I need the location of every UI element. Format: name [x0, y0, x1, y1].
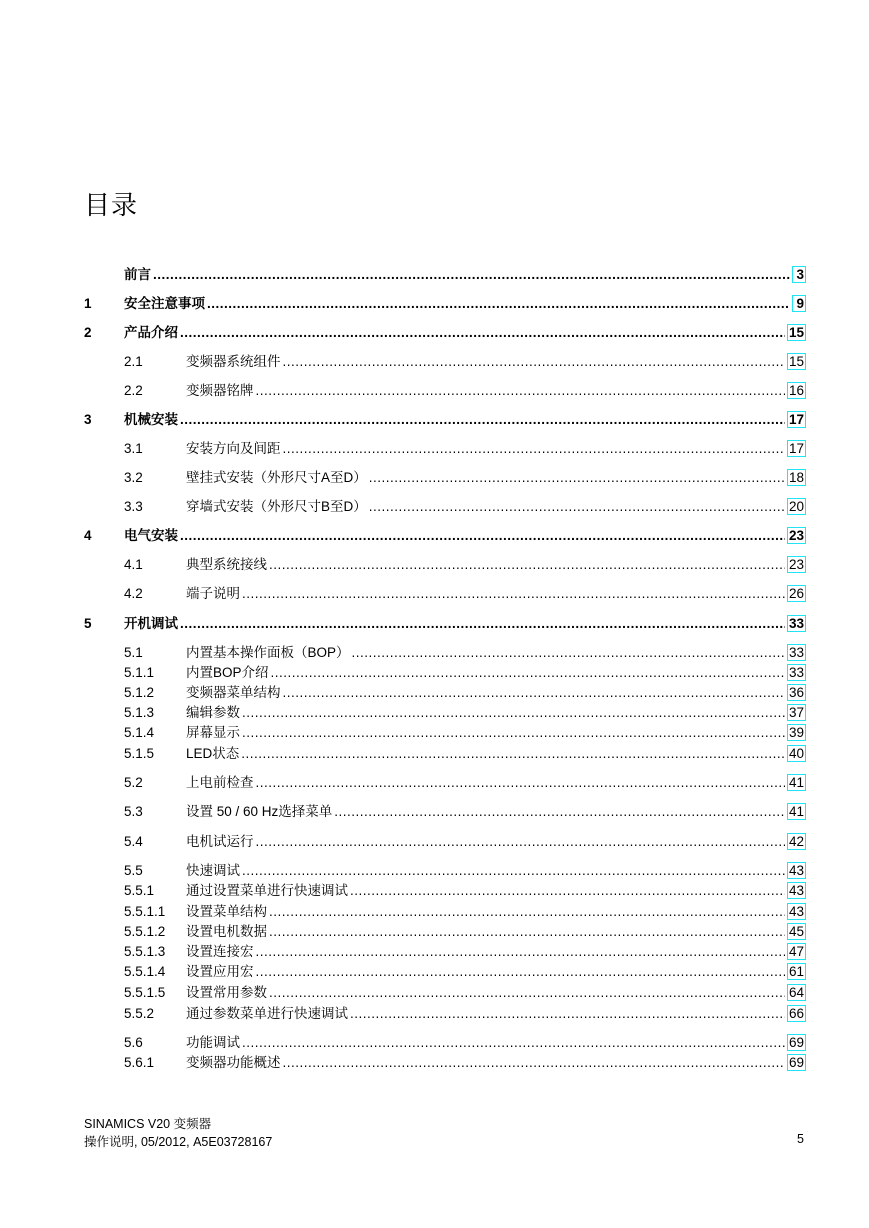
- toc-dot-leader: [283, 685, 785, 701]
- toc-entry-title: 设置 50 / 60 Hz选择菜单: [186, 804, 333, 819]
- toc-page-link[interactable]: 45: [788, 924, 804, 939]
- toc-entry-title: 典型系统接线: [186, 557, 267, 572]
- toc-entry-number: 5.1.4: [124, 725, 155, 740]
- toc-entry-title: 内置基本操作面板（BOP）: [186, 645, 350, 660]
- toc-dot-leader: [269, 557, 785, 573]
- toc-page-link[interactable]: 23: [788, 528, 804, 543]
- footer-product: SINAMICS V20 变频器: [84, 1117, 212, 1131]
- toc-entry-number: 5.2: [124, 775, 143, 790]
- toc-entry-number: 2.1: [124, 354, 143, 369]
- toc-section-entry[interactable]: [84, 379, 806, 399]
- toc-entry-number: 5.5: [124, 863, 143, 878]
- toc-entry-title: 编辑参数: [186, 705, 240, 720]
- toc-section-entry[interactable]: [84, 582, 806, 602]
- toc-section-entry[interactable]: [84, 879, 806, 899]
- toc-section-entry[interactable]: [84, 661, 806, 681]
- toc-dot-leader: [283, 441, 785, 457]
- toc-dot-leader: [153, 267, 790, 283]
- toc-page-link[interactable]: 43: [788, 863, 804, 878]
- toc-entry-number: 5.6: [124, 1035, 143, 1050]
- toc-dot-leader: [369, 499, 785, 515]
- toc-dot-leader: [256, 775, 785, 791]
- toc-page-link[interactable]: 43: [788, 904, 804, 919]
- toc-entry-title: 壁挂式安装（外形尺寸A至D）: [186, 470, 367, 485]
- toc-section-entry[interactable]: [84, 350, 806, 370]
- toc-entry-number: 5.5.2: [124, 1006, 155, 1021]
- toc-entry-number: 2: [84, 325, 92, 340]
- toc-dot-leader: [352, 645, 785, 661]
- toc-dot-leader: [369, 470, 785, 486]
- toc-page-link[interactable]: 69: [788, 1055, 804, 1070]
- toc-section-entry[interactable]: [84, 495, 806, 515]
- toc-dot-leader: [256, 834, 785, 850]
- toc-dot-leader: [180, 412, 785, 428]
- toc-chapter-entry[interactable]: [84, 292, 806, 312]
- toc-section-entry[interactable]: [84, 800, 806, 820]
- toc-entry-number: 1: [84, 296, 92, 311]
- toc-entry-number: 5.1.5: [124, 746, 155, 761]
- toc-dot-leader: [242, 725, 785, 741]
- toc-page-link[interactable]: 33: [788, 616, 804, 631]
- toc-page-link[interactable]: 43: [788, 883, 804, 898]
- toc-entry-number: 5.1.3: [124, 705, 155, 720]
- toc-dot-leader: [283, 1055, 785, 1071]
- toc-entry-title: 安装方向及间距: [186, 441, 281, 456]
- toc-entry-title: 设置菜单结构: [186, 904, 267, 919]
- toc-section-entry[interactable]: [84, 553, 806, 573]
- toc-section-entry[interactable]: [84, 701, 806, 721]
- toc-entry-title: 屏幕显示: [186, 725, 240, 740]
- toc-entry-title: 设置应用宏: [186, 964, 254, 979]
- toc-entry-title: 产品介绍: [124, 325, 178, 340]
- toc-chapter-entry[interactable]: [84, 612, 806, 632]
- toc-entry-number: 4: [84, 528, 92, 543]
- toc-entry-title: 上电前检查: [186, 775, 254, 790]
- toc-dot-leader: [350, 1006, 785, 1022]
- toc-section-entry[interactable]: [84, 437, 806, 457]
- toc-entry-title: 开机调试: [124, 616, 178, 631]
- toc-entry-number: 3.1: [124, 441, 143, 456]
- toc-section-entry[interactable]: [84, 771, 806, 791]
- toc-section-entry[interactable]: [84, 900, 806, 920]
- footer-page-number: 5: [797, 1132, 804, 1146]
- toc-entry-title: 变频器菜单结构: [186, 685, 281, 700]
- toc-page-link[interactable]: 61: [788, 964, 804, 979]
- toc-dot-leader: [242, 1035, 785, 1051]
- toc-entry-number: 5.5.1.1: [124, 904, 166, 919]
- toc-entry-title: 快速调试: [186, 863, 240, 878]
- toc-page-link[interactable]: 17: [788, 412, 804, 427]
- toc-entry-title: 电气安装: [124, 528, 178, 543]
- toc-page-link[interactable]: 26: [788, 586, 804, 601]
- toc-page-link[interactable]: 15: [788, 325, 804, 340]
- toc-section-entry[interactable]: [84, 1031, 806, 1051]
- toc-entry-number: 5.3: [124, 804, 143, 819]
- toc-entry-number: 2.2: [124, 383, 143, 398]
- toc-chapter-entry[interactable]: [84, 321, 806, 341]
- toc-dot-leader: [271, 665, 785, 681]
- footer-doc-info: 操作说明, 05/2012, A5E03728167: [84, 1135, 273, 1149]
- toc-entry-title: 内置BOP介绍: [186, 665, 269, 680]
- toc-entry-number: 5.5.1.5: [124, 985, 166, 1000]
- toc-section-entry[interactable]: [84, 960, 806, 980]
- toc-page-link[interactable]: 33: [788, 645, 804, 660]
- toc-page-link[interactable]: 64: [788, 985, 804, 1000]
- toc-dot-leader: [334, 804, 785, 820]
- toc-dot-leader: [180, 325, 785, 341]
- toc-dot-leader: [242, 705, 785, 721]
- toc-entry-number: 3: [84, 412, 92, 427]
- toc-section-entry[interactable]: [84, 920, 806, 940]
- toc-entry-number: 5.6.1: [124, 1055, 155, 1070]
- toc-section-entry[interactable]: [84, 641, 806, 661]
- toc-dot-leader: [256, 944, 785, 960]
- toc-page-link[interactable]: 15: [788, 354, 804, 369]
- toc-entry-number: 5: [84, 616, 92, 631]
- toc-page-link[interactable]: 37: [788, 705, 804, 720]
- toc-entry-number: 3.3: [124, 499, 143, 514]
- toc-entry-title: 前言: [124, 267, 151, 282]
- toc-page-link[interactable]: 47: [788, 944, 804, 959]
- page-title: 目录: [84, 190, 139, 221]
- toc-dot-leader: [180, 616, 785, 632]
- toc-entry-title: 功能调试: [186, 1035, 240, 1050]
- toc-dot-leader: [269, 904, 785, 920]
- toc-entry-title: 变频器系统组件: [186, 354, 281, 369]
- toc-entry-number: 5.1.2: [124, 685, 155, 700]
- toc-page-link[interactable]: 42: [788, 834, 804, 849]
- toc-entry-number: 3.2: [124, 470, 143, 485]
- toc-entry-title: 设置连接宏: [186, 944, 254, 959]
- toc-dot-leader: [350, 883, 785, 899]
- toc-entry-title: 机械安装: [124, 412, 178, 427]
- toc-section-entry[interactable]: [84, 742, 806, 762]
- toc-section-entry[interactable]: [84, 1051, 806, 1071]
- toc-dot-leader: [242, 863, 785, 879]
- toc-section-entry[interactable]: [84, 981, 806, 1001]
- toc-dot-leader: [256, 383, 785, 399]
- toc-page-link[interactable]: 41: [788, 775, 804, 790]
- toc-entry-number: 5.5.1.4: [124, 964, 166, 979]
- toc-page-link[interactable]: 3: [792, 266, 806, 283]
- toc-section-entry[interactable]: [84, 681, 806, 701]
- toc-page-link[interactable]: 9: [792, 295, 806, 312]
- toc-dot-leader: [241, 746, 785, 762]
- toc-section-entry[interactable]: [84, 859, 806, 879]
- toc-entry-number: 4.2: [124, 586, 143, 601]
- toc-entry-number: 5.1: [124, 645, 143, 660]
- toc-page-link[interactable]: 36: [788, 685, 804, 700]
- toc-entry-number: 5.5.1: [124, 883, 155, 898]
- toc-dot-leader: [242, 586, 785, 602]
- toc-dot-leader: [256, 964, 785, 980]
- toc-section-entry[interactable]: [84, 940, 806, 960]
- toc-page-link[interactable]: 18: [788, 470, 804, 485]
- toc-entry-number: 5.1.1: [124, 665, 155, 680]
- toc-section-entry[interactable]: [84, 830, 806, 850]
- toc-entry-number: 4.1: [124, 557, 143, 572]
- toc-page-link[interactable]: 16: [788, 383, 804, 398]
- toc-chapter-entry[interactable]: [84, 408, 806, 428]
- toc-dot-leader: [283, 354, 785, 370]
- toc-chapter-entry[interactable]: [84, 524, 806, 544]
- toc-page-link[interactable]: 23: [788, 557, 804, 572]
- toc-section-entry[interactable]: [84, 721, 806, 741]
- toc-page-link[interactable]: 17: [788, 441, 804, 456]
- toc-page-link[interactable]: 39: [788, 725, 804, 740]
- toc-entry-number: 5.4: [124, 834, 143, 849]
- toc-section-entry[interactable]: [84, 466, 806, 486]
- toc-page-link[interactable]: 41: [788, 804, 804, 819]
- toc-section-entry[interactable]: [84, 1002, 806, 1022]
- toc-page-link[interactable]: 66: [788, 1006, 804, 1021]
- toc-entry-title: 设置电机数据: [186, 924, 267, 939]
- toc-entry-number: 5.5.1.2: [124, 924, 166, 939]
- toc-entry-title: 电机试运行: [186, 834, 254, 849]
- toc-entry-title: 通过参数菜单进行快速调试: [186, 1006, 348, 1021]
- toc-entry-title: 端子说明: [186, 586, 240, 601]
- toc-entry-title: LED状态: [186, 746, 240, 761]
- toc-entry-title: 设置常用参数: [186, 985, 267, 1000]
- toc-dot-leader: [269, 924, 785, 940]
- toc-page-link[interactable]: 40: [788, 746, 804, 761]
- toc-entry-title: 变频器铭牌: [186, 383, 254, 398]
- toc-page-link[interactable]: 69: [788, 1035, 804, 1050]
- toc-dot-leader: [207, 296, 790, 312]
- toc-entry-title: 变频器功能概述: [186, 1055, 281, 1070]
- toc-dot-leader: [269, 985, 785, 1001]
- toc-dot-leader: [180, 528, 785, 544]
- toc-page-link[interactable]: 33: [788, 665, 804, 680]
- toc-chapter-entry[interactable]: [84, 263, 806, 283]
- toc-entry-number: 5.5.1.3: [124, 944, 166, 959]
- toc-entry-title: 安全注意事项: [124, 296, 205, 311]
- toc-entry-title: 穿墙式安装（外形尺寸B至D）: [186, 499, 367, 514]
- toc-entry-title: 通过设置菜单进行快速调试: [186, 883, 348, 898]
- toc-page-link[interactable]: 20: [788, 499, 804, 514]
